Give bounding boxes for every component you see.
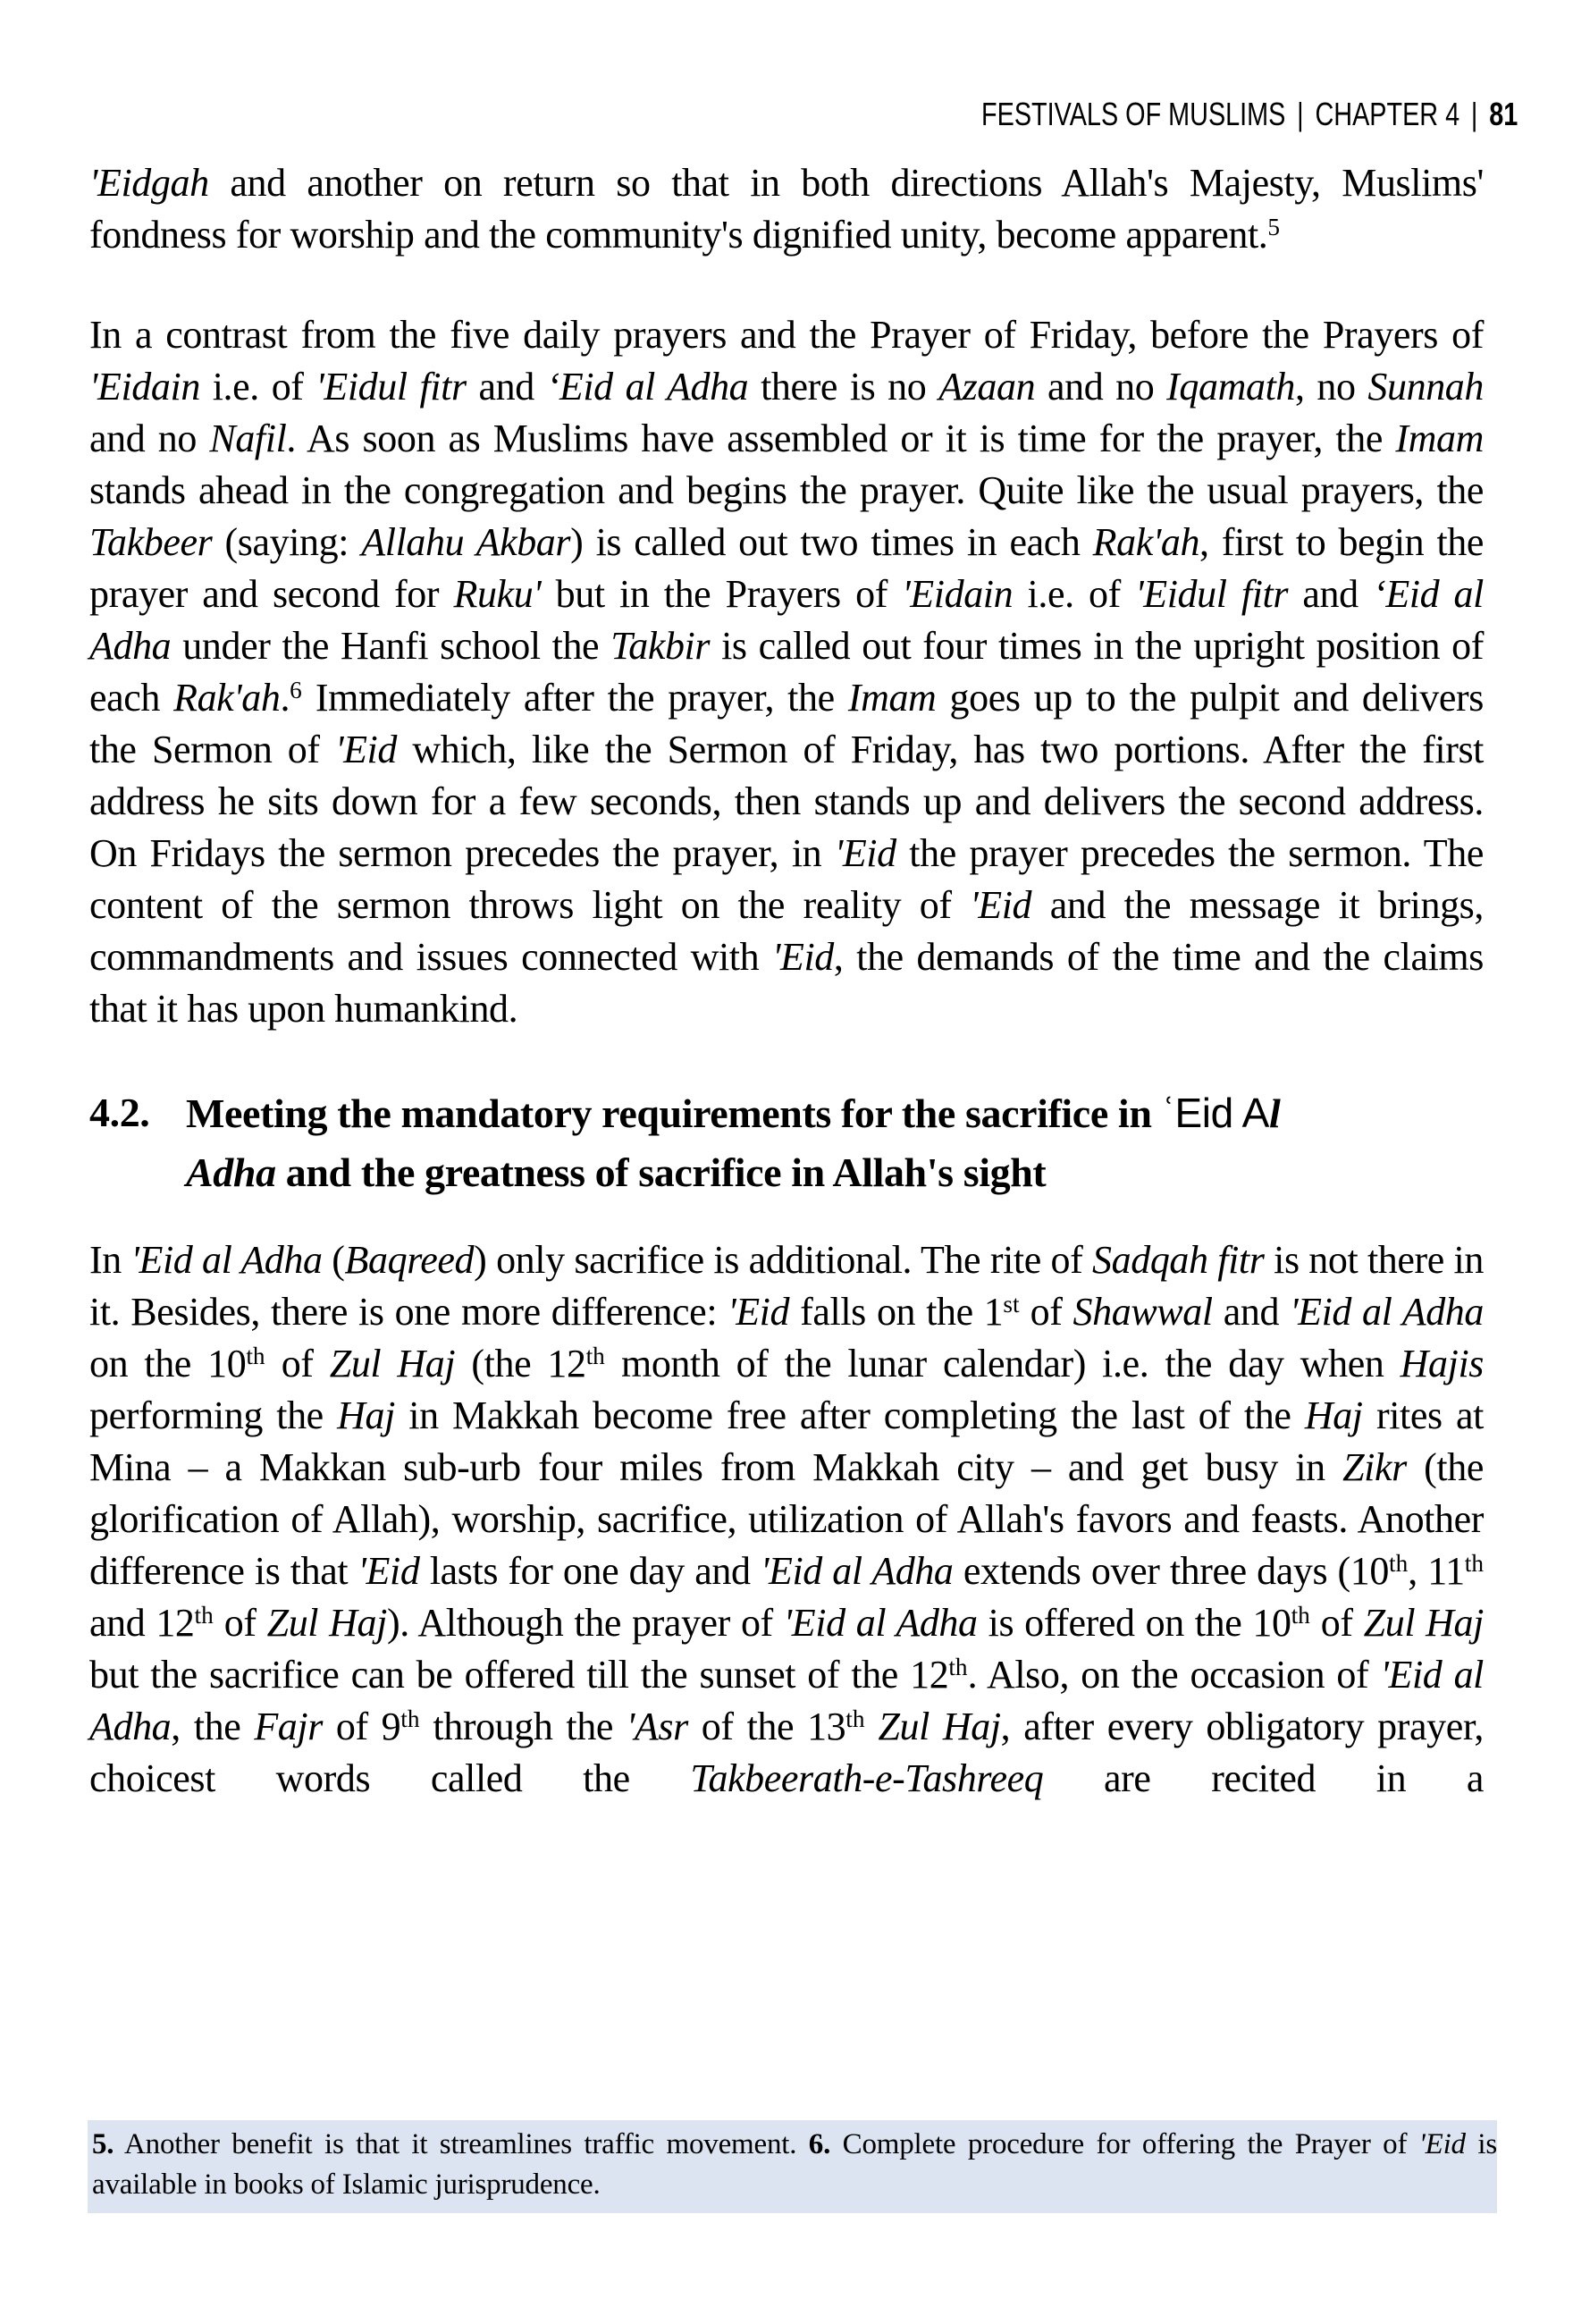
section-title: Meeting the mandatory requirements for the sacrifice in ʿEid Al Adha and the greatness of sacrifice in Allah's sight	[186, 1090, 1281, 1195]
running-title: FESTIVALS OF MUSLIMS	[980, 96, 1286, 132]
footnote-block: 5. Another benefit is that it streamlines traffic movement. 6. Complete procedure for offering the Prayer of 'Eid is available in books of Islamic jurisprudence.	[88, 2120, 1497, 2213]
paragraph-eidgah: 'Eidgah and another on return so that in both directions Allah's Majesty, Muslims' fondness for worship and the community's dignified unity, become apparent.$^5$	[89, 161, 1484, 257]
section-number: 4.2.	[89, 1090, 150, 1135]
paragraph-eid-al-adha: In 'Eid al Adha (Baqreed) only sacrifice is additional. The rite of Sadqah fitr is not there in it. Besides, there is one more difference: 'Eid falls on the 1st of Shawwal and 'Eid al Adha on the 10th of Zul Haj (the 12th month of the lunar calendar) i.e. the day when Hajis performing the Haj in Makkah become free after completing the last of the Haj rites at Mina – a Makkan sub-urb four miles from Makkah city – and get busy in Zikr (the glorification of Allah), worship, sacrifice, utilization of Allah's favors and feasts. Another difference is that 'Eid lasts for one day and 'Eid al Adha extends over three days (10th, 11th and 12th of Zul Haj). Although the prayer of 'Eid al Adha is offered on the 10th of Zul Haj but the sacrifice can be offered till the sunset of the 12th. Also, on the occasion of 'Eid al Adha, the Fajr of 9th through the 'Asr of the 13th Zul Haj, after every obligatory prayer, choicest words called the Takbeerath-e-Tashreeq are recited in a	[89, 1238, 1485, 1800]
chapter-label: CHAPTER 4	[1315, 96, 1459, 132]
header-separator: |	[1296, 96, 1304, 132]
header-separator: |	[1470, 96, 1478, 132]
section-heading-4-2	[89, 1083, 1484, 1202]
page-header	[0, 95, 1573, 134]
paragraph-eidain-prayer: In a contrast from the five daily prayers and the Prayer of Friday, before the Prayers of 'Eidain i.e. of 'Eidul fitr and ‘Eid al Adha there is no Azaan and no Iqamath, no Sunnah and no Nafil. As soon as Muslims have assembled or it is time for the prayer, the Imam stands ahead in the congregation and begins the prayer. Quite like the usual prayers, the Takbeer (saying: Allahu Akbar) is called out two times in each Rak'ah, first to begin the prayer and second for Ruku' but in the Prayers of 'Eidain i.e. of 'Eidul fitr and ‘Eid al Adha under the Hanfi school the Takbir is called out four times in the upright position of each Rak'ah.$^6$ Immediately after the prayer, the Imam goes up to the pulpit and delivers the Sermon of 'Eid which, like the Sermon of Friday, has two portions. After the first address he sits down for a few seconds, then stands up and delivers the second address. On Fridays the sermon precedes the prayer, in 'Eid the prayer precedes the sermon. The content of the sermon throws light on the reality of 'Eid and the message it brings, commandments and issues connected with 'Eid, the demands of the time and the claims that it has upon humankind.	[89, 313, 1485, 1031]
page-number: 81	[1488, 96, 1518, 132]
running-header	[981, 95, 1518, 134]
text-column	[0, 157, 1573, 1805]
